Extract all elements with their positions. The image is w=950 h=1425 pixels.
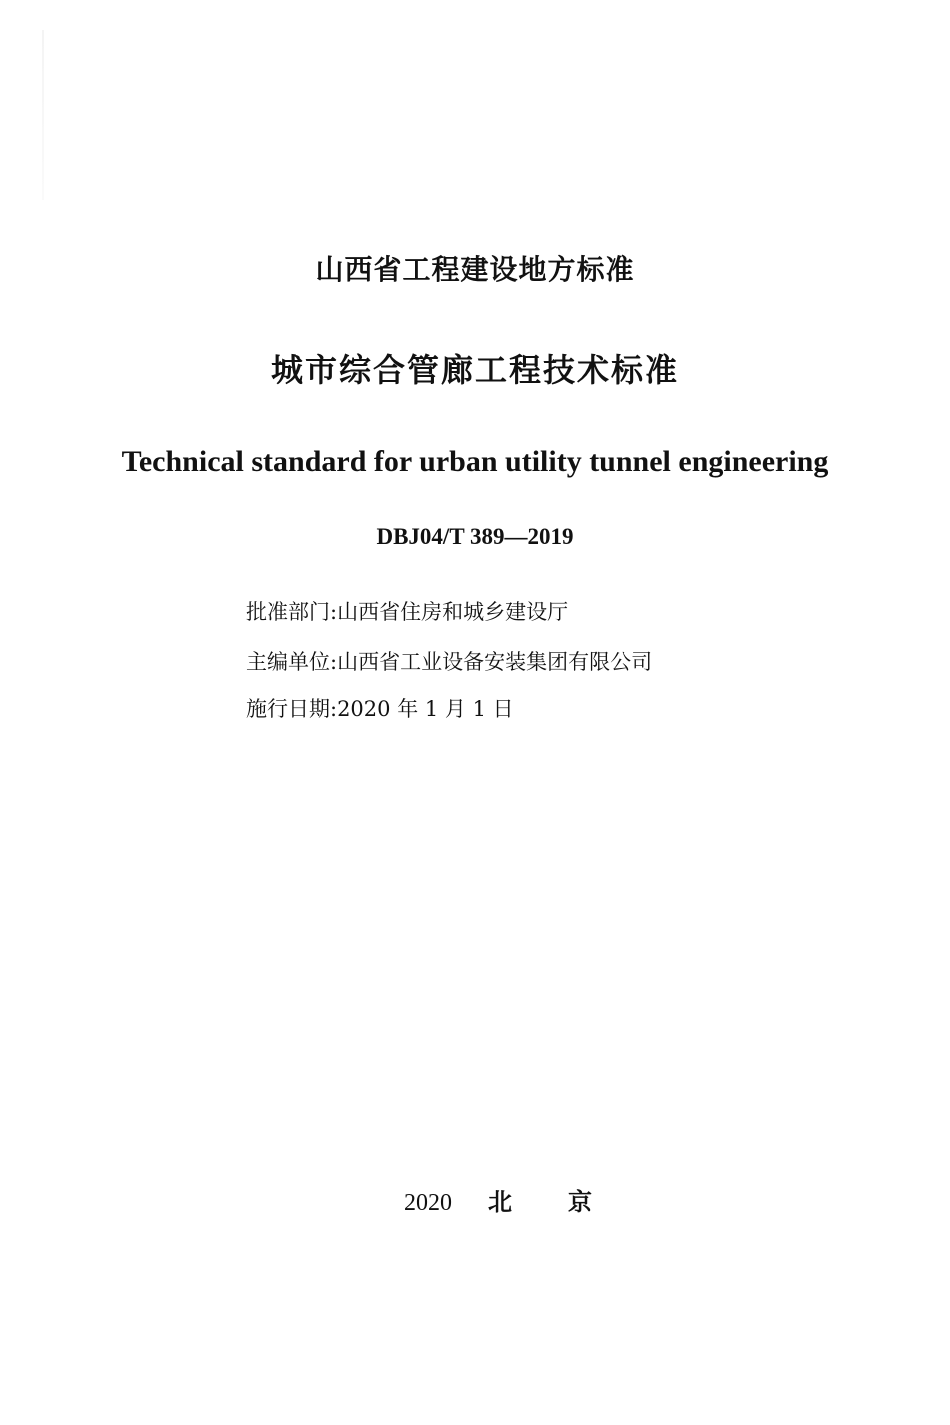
chief-editor-unit: 主编单位:山西省工业设备安装集团有限公司 [246,650,653,674]
standard-series-heading: 山西省工程建设地方标准 [315,253,635,286]
publication-city-char-1: 北 [488,1188,512,1216]
document-title-chinese: 城市综合管廊工程技术标准 [270,351,679,389]
document-title-english: Technical standard for urban utility tunnel engineering [121,445,829,478]
effective-date: 施行日期:2020 年 1 月 1 日 [246,697,514,721]
approving-department: 批准部门:山西省住房和城乡建设厅 [246,600,569,624]
publication-footer [404,1182,592,1217]
page-edge-mark [42,30,44,200]
standard-code: DBJ04/T 389—2019 [376,524,574,549]
publication-city-char-2: 京 [568,1188,592,1216]
publication-year: 2020 [404,1190,452,1216]
